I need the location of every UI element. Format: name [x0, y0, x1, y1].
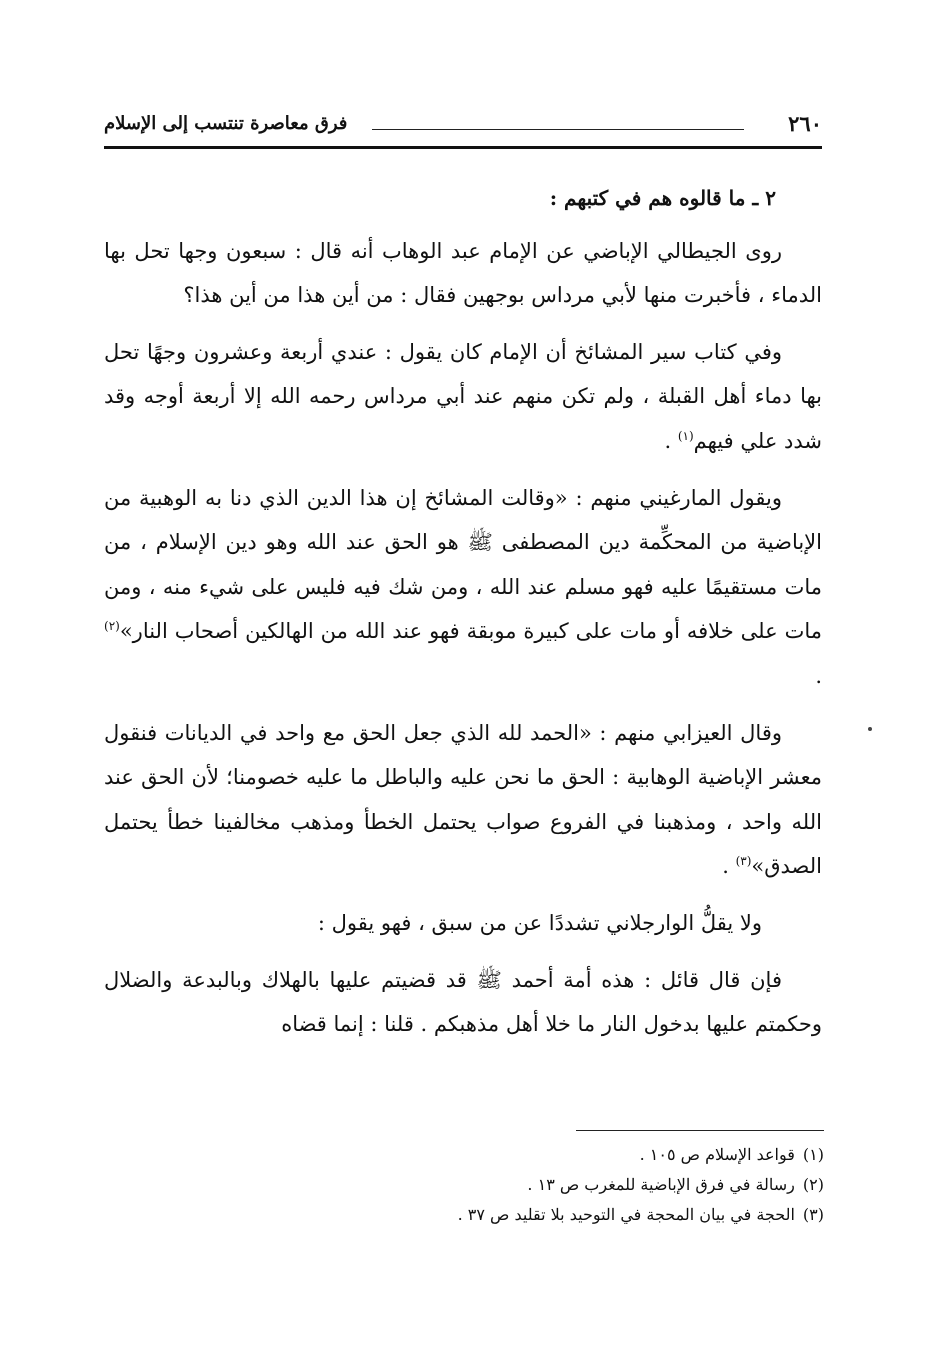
footnote-ref-1: (١) — [677, 428, 694, 443]
paragraph-text: وقال العيزابي منهم : «الحمد لله الذي جعل الحق مع واحد في الديانات فنقول معشر الإباضية الوهابية : الحق ما نحن عليه والباطل ما عليه خصومنا؛ لأن الحق عند الله واحد ، ومذهبنا في الفروع صواب يحتمل الخطأ ومذهب مخالفينا خطأ يحتمل الصدق» — [104, 720, 822, 879]
footnotes — [224, 1140, 824, 1230]
footnote-text: قواعد الإسلام ص ١٠٥ . — [639, 1145, 795, 1164]
footnote-number: (٣) — [802, 1205, 824, 1224]
footnote-ref-3: (٣) — [735, 854, 752, 869]
footnote-text: رسالة في فرق الإباضية للمغرب ص ١٣ . — [527, 1175, 795, 1194]
paragraph-text: وفي كتاب سير المشائخ أن الإمام كان يقول : عندي أربعة وعشرون وجهًا تحل بها دماء أهل القبلة ، ولم تكن منهم عند أبي مرداس رحمه الله إلا أربعة أوجه وقد شدد علي فيهم — [104, 339, 822, 453]
paragraph-text: ويقول المارغيني منهم : «وقالت المشائخ إن هذا الدين الذي دنا به الوهبية من الإباضية من المحكِّمة دين المصطفى ﷺ هو الحق عند الله وهو دين الإسلام ، من مات مستقيمًا عليه فهو مسلم عند الله ، ومن شك فيه فليس على شيء منه ، ومن مات على خلافه أو مات على كبيرة موبقة فهو عند الله من الهالكين أصحاب النار» — [104, 485, 822, 644]
paragraph-2 — [104, 330, 822, 464]
paragraph-tail: . — [664, 428, 678, 453]
paragraph-4 — [104, 711, 822, 889]
page-header — [104, 103, 822, 147]
paragraph-text: روى الجيطالي الإباضي عن الإمام عبد الوهاب أنه قال : سبعون وجها تحل بها الدماء ، فأخبرت منها لأبي مرداس بوجهين فقال : من أين هذا من أين هذا؟ — [104, 238, 822, 308]
footnote-rule — [576, 1130, 824, 1131]
paragraph-6 — [104, 958, 822, 1047]
footnote-text: الحجة في بيان المحجة في التوحيد بلا تقليد ص ٣٧ . — [457, 1205, 795, 1224]
paragraph-text: فإن قال قائل : هذه أمة أحمد ﷺ قد قضيتم عليها بالهلاك وبالبدعة والضلال وحكمتم عليها بدخول النار ما خلا أهل مذهبكم . قلنا : إنما قضاه — [104, 967, 822, 1037]
running-title: فرق معاصرة تنتسب إلى الإسلام — [104, 113, 348, 134]
footnote-2 — [224, 1170, 824, 1200]
section-heading: ٢ ـ ما قالوه هم في كتبهم : — [549, 186, 776, 210]
paragraph-text: ولا يقلُّ الوارجلاني تشددًا عن من سبق ، فهو يقول : — [317, 910, 762, 935]
footnote-number: (٢) — [802, 1175, 824, 1194]
footnote-1 — [224, 1140, 824, 1170]
scan-speck — [868, 727, 872, 731]
paragraph-1 — [104, 229, 822, 318]
header-rule — [104, 146, 822, 149]
page-number: ٢٦٠ — [788, 111, 822, 136]
footnote-ref-2: (٢) — [104, 619, 120, 634]
paragraph-tail: . — [722, 854, 736, 879]
header-dash-line — [372, 129, 744, 130]
page-body — [104, 176, 822, 1059]
paragraph-tail: . — [815, 663, 822, 688]
footnote-3 — [224, 1200, 824, 1230]
paragraph-5 — [104, 901, 822, 946]
paragraph-3 — [104, 476, 822, 699]
footnote-number: (١) — [802, 1145, 824, 1164]
